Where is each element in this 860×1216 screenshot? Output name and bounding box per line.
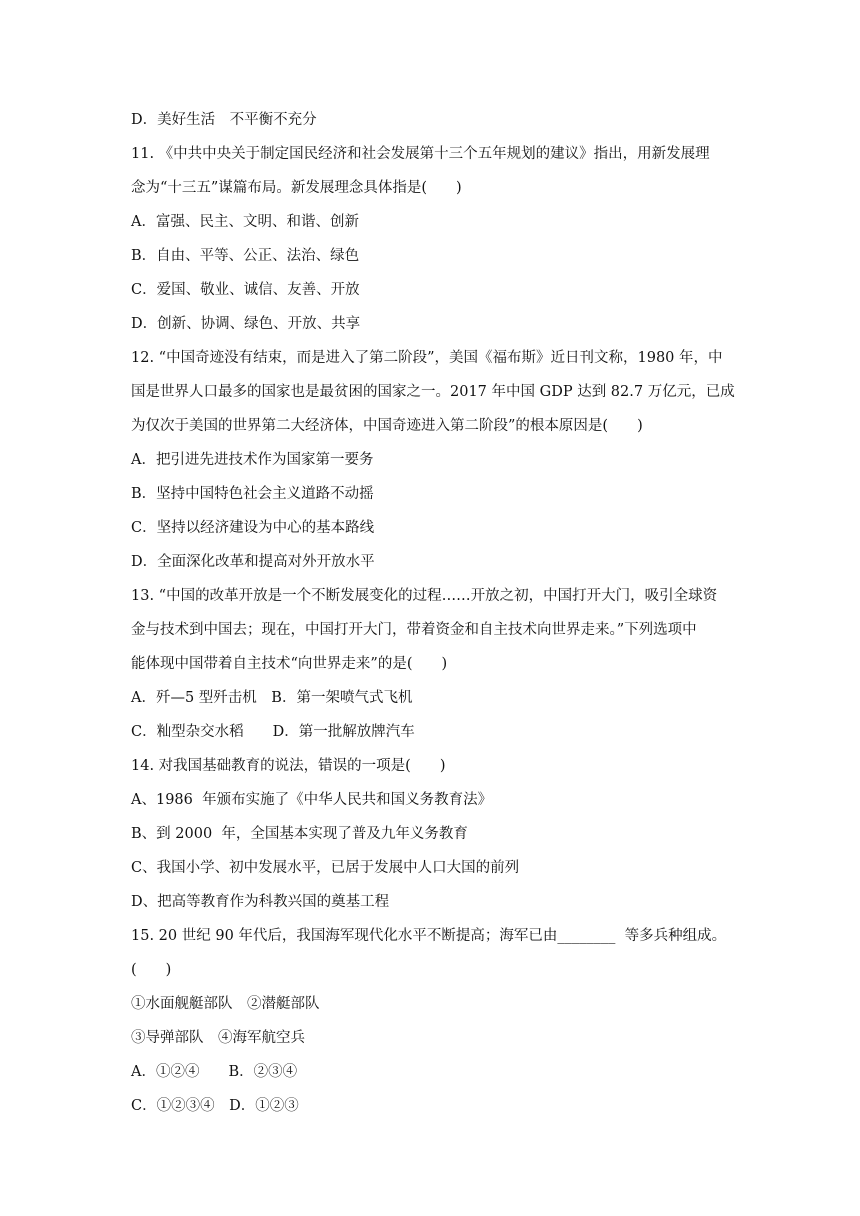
q11-option-c: C．爱国、敬业、诚信、友善、开放 (131, 282, 360, 298)
q12-stem-line-1: 12. “中国奇迹没有结束，而是进入了第二阶段”，美国《福布斯》近日刊文称，1980 年，中 (131, 350, 723, 366)
q14-stem: 14. 对我国基础教育的说法，错误的一项是( ) (131, 758, 446, 774)
q11-option-a: A．富强、民主、文明、和谐、创新 (131, 214, 359, 230)
q11-option-d: D．创新、协调、绿色、开放、共享 (131, 316, 361, 332)
q15-options-cd: C．①②③④ D．①②③ (131, 1098, 299, 1114)
q12-option-a: A．把引进先进技术作为国家第一要务 (131, 452, 374, 468)
q10-option-d: D．美好生活 不平衡不充分 (131, 112, 317, 128)
q14-option-a: A、1986 年颁布实施了《中华人民共和国义务教育法》 (131, 792, 493, 808)
q12-stem-line-3: 为仅次于美国的世界第二大经济体，中国奇迹进入第二阶段”的根本原因是( ) (131, 418, 643, 434)
q15-item-1-2: ①水面舰艇部队 ②潜艇部队 (131, 996, 320, 1012)
q11-stem-line-2: 念为“十三五”谋篇布局。新发展理念具体指是( ) (131, 180, 462, 196)
q13-options-cd: C．籼型杂交水稻 D．第一批解放牌汽车 (131, 724, 415, 740)
q13-stem-line-1: 13. “中国的改革开放是一个不断发展变化的过程……开放之初，中国打开大门，吸引全球资 (131, 588, 718, 604)
q14-option-b: B、到 2000 年，全国基本实现了普及九年义务教育 (131, 826, 468, 842)
q13-options-ab: A．歼—5 型歼击机 B．第一架喷气式飞机 (131, 690, 413, 706)
q11-option-b: B．自由、平等、公正、法治、绿色 (131, 248, 360, 264)
q13-stem-line-2: 金与技术到中国去；现在，中国打开大门，带着资金和自主技术向世界走来。”下列选项中 (131, 622, 697, 638)
q12-option-d: D．全面深化改革和提高对外开放水平 (131, 554, 375, 570)
q11-stem-line-1: 11. 《中共中央关于制定国民经济和社会发展第十三个五年规划的建议》指出，用新发展理 (131, 146, 710, 162)
q12-stem-line-2: 国是世界人口最多的国家也是最贫困的国家之一。2017 年中国 GDP 达到 82.7 万亿元，已成 (131, 384, 735, 400)
q13-stem-line-3: 能体现中国带着自主技术“向世界走来”的是( ) (131, 656, 448, 672)
q14-option-c: C、我国小学、初中发展水平，已居于发展中人口大国的前列 (131, 860, 520, 876)
q15-options-ab: A．①②④ B．②③④ (131, 1064, 298, 1080)
q15-stem-line-1: 15. 20 世纪 90 年代后，我国海军现代化水平不断提高；海军已由________ 等多兵种组成。 (131, 928, 727, 944)
q15-item-3-4: ③导弹部队 ④海军航空兵 (131, 1030, 305, 1046)
q15-stem-line-2: ( ) (131, 962, 172, 978)
q12-option-c: C．坚持以经济建设为中心的基本路线 (131, 520, 375, 536)
q12-option-b: B．坚持中国特色社会主义道路不动摇 (131, 486, 374, 502)
q14-option-d: D、把高等教育作为科教兴国的奠基工程 (131, 894, 390, 910)
